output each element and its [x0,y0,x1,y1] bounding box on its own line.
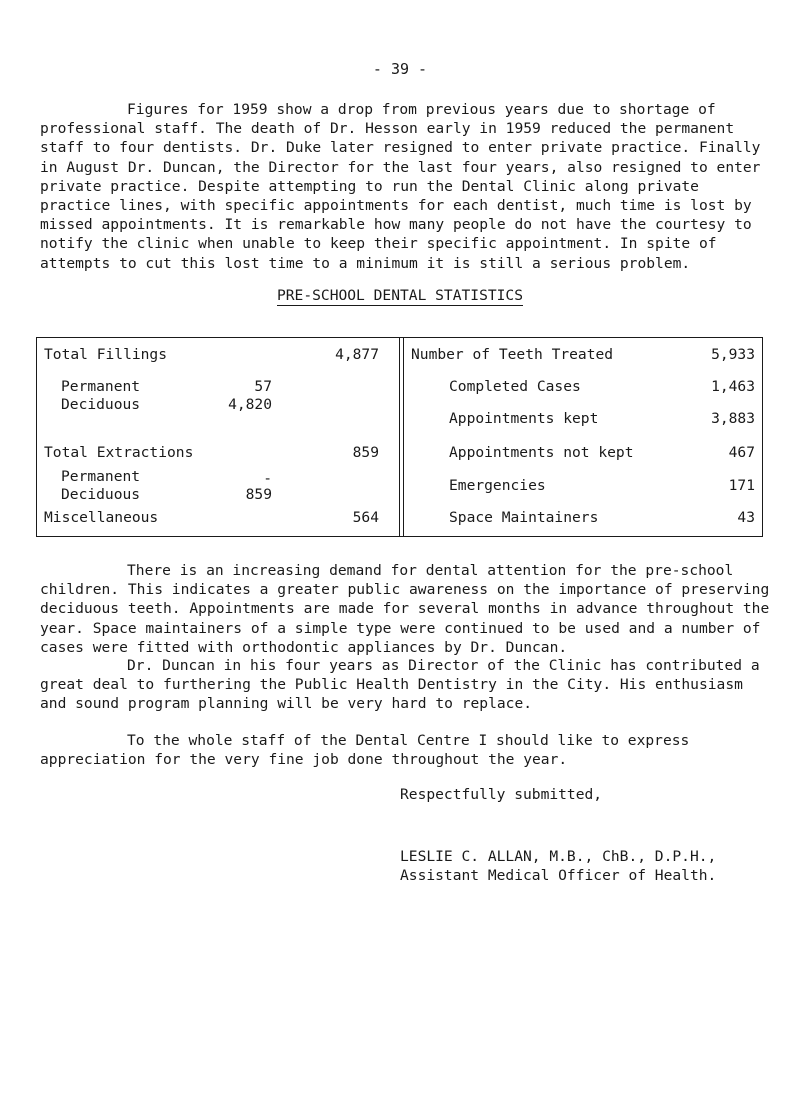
paragraph-demand: There is an increasing demand for dental attention for the pre-school children. This indicates a greater public awareness on the importance of preserving deciduous teeth. Appointments are made for several months in advance throughout the year. Space maintainers of a simple type were continued to be used and a number of cases were fitted with orthodontic appliances by Dr. Duncan. [40,562,770,656]
total-fillings-value: 4,877 [335,346,379,363]
paragraph-staffing: Figures for 1959 show a drop from previous years due to shortage of professional staff. The death of Dr. Hesson early in 1959 reduced the permanent staff to four dentists. Dr. Duke later resigned to enter private practice. Finally in August Dr. Duncan, the Director for the last four years, also resigned to enter private practice. Despite attempting to run the Dental Clinic along private practice lines, with specific appointments for each dentist, much time is lost by missed appointments. It is remarkable how many people do not have the courtesy to notify the clinic when unable to keep their specific appointment. In spite of attempts to cut this lost time to a minimum it is still a serious problem. [40,101,761,272]
completed-cases-value: 1,463 [711,378,755,395]
appointments-not-kept-value: 467 [728,444,755,461]
deciduous-fillings-value: 4,820 [228,396,272,413]
miscellaneous-value: 564 [352,509,379,526]
permanent-extractions-value: - [263,470,272,487]
dental-statistics-table [36,337,763,537]
total-extractions-label: Total Extractions [44,444,194,461]
total-fillings-label: Total Fillings [44,346,168,363]
appointments-not-kept-label: Appointments not kept [449,444,634,461]
space-maintainers-label: Space Maintainers [449,509,599,526]
section-title-text: PRE-SCHOOL DENTAL STATISTICS [276,287,523,304]
section-title [0,287,800,304]
completed-cases-label: Completed Cases [449,378,581,395]
signoff-name: LESLIE C. ALLAN, M.B., ChB., D.P.H., [400,848,717,865]
miscellaneous-label: Miscellaneous [44,509,159,526]
permanent-extractions-label: Permanent [61,468,141,485]
emergencies-label: Emergencies [449,477,546,494]
emergencies-value: 171 [728,477,755,494]
deciduous-extractions-value: 859 [245,486,272,503]
table-column-divider [399,338,404,536]
paragraph-appreciation: To the whole staff of the Dental Centre I should like to express appreciation for the very fine job done throughout the year. [40,732,690,769]
teeth-treated-value: 5,933 [711,346,755,363]
permanent-fillings-value: 57 [254,378,272,395]
signoff-title: Assistant Medical Officer of Health. [400,867,717,884]
permanent-fillings-label: Permanent [61,378,141,395]
paragraph-director: Dr. Duncan in his four years as Director of the Clinic has contributed a great deal to furthering the Public Health Dentistry in the City. His enthusiasm and sound program planning will be very hard to replace. [40,657,760,713]
total-extractions-value: 859 [352,444,379,461]
page-number: - 39 - [372,60,428,78]
appointments-kept-label: Appointments kept [449,410,599,427]
space-maintainers-value: 43 [737,509,755,526]
deciduous-fillings-label: Deciduous [61,396,141,413]
deciduous-extractions-label: Deciduous [61,486,141,503]
teeth-treated-label: Number of Teeth Treated [411,346,614,363]
appointments-kept-value: 3,883 [711,410,755,427]
signoff-closing: Respectfully submitted, [400,786,603,803]
